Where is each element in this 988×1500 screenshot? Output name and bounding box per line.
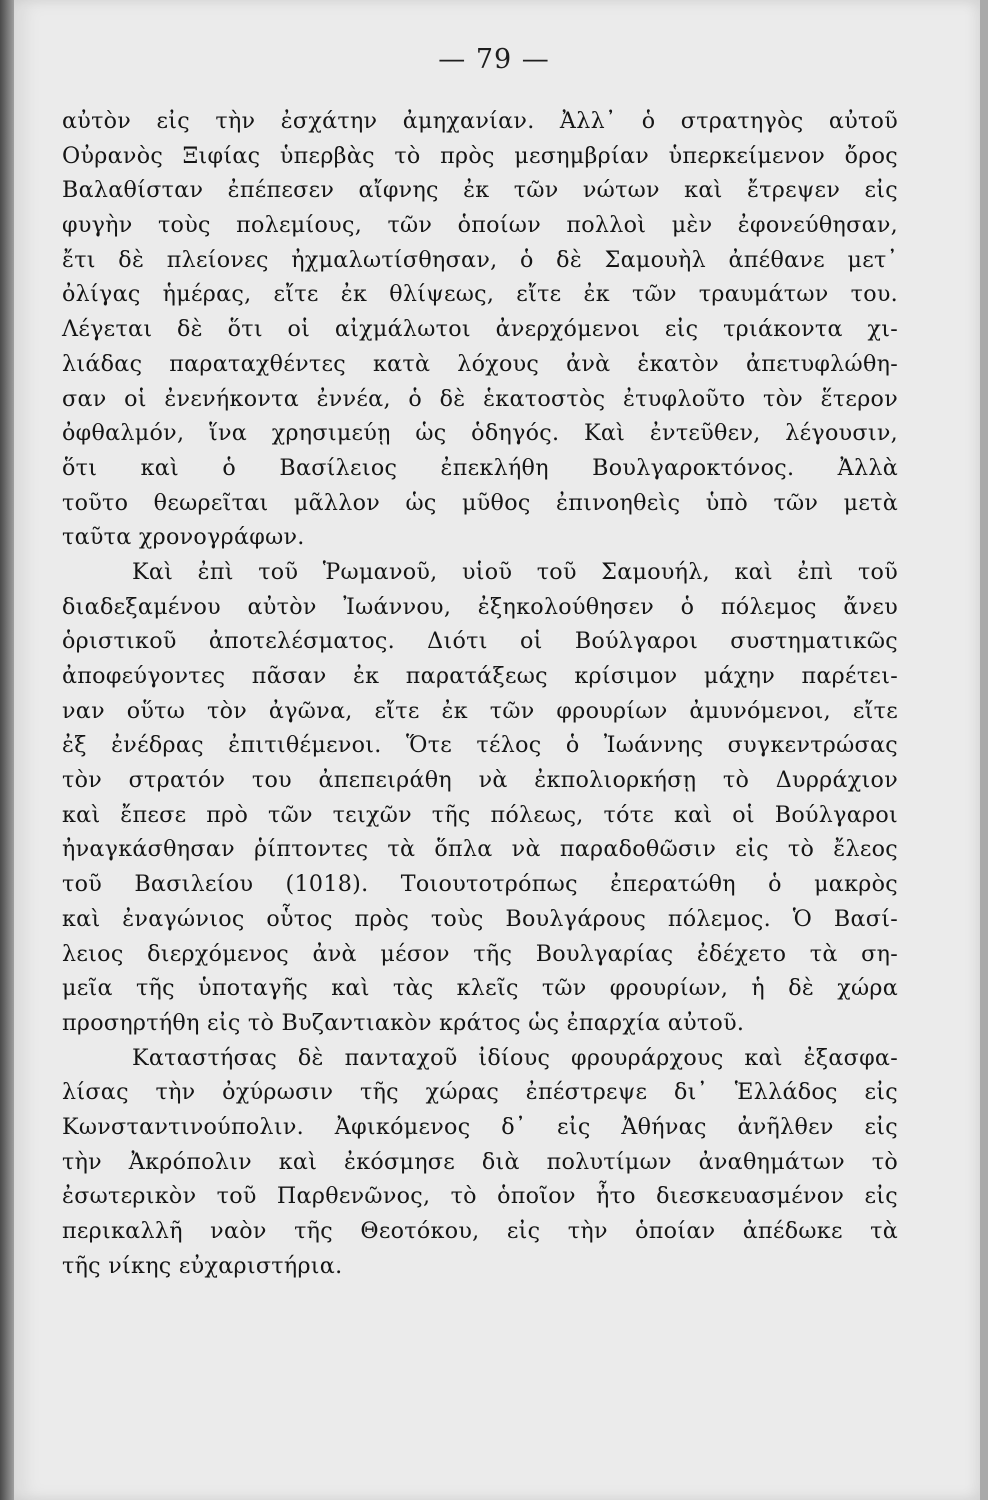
text-line: αὐτὸν εἰς τὴν ἐσχάτην ἀμηχανίαν. Ἀλλ᾿ ὁ στρατηγὸς αὐτοῦ — [62, 108, 898, 134]
text-line: καὶ ἐναγώνιος οὗτος πρὸς τοὺς Βουλγάρους πόλεμος. Ὁ Βασί- — [62, 905, 898, 932]
text-line: Βαλαθίσταν ἐπέπεσεν αἴφνης ἐκ τῶν νώτων καὶ ἔτρεψεν εἰς — [62, 177, 898, 204]
body-text — [62, 104, 898, 1283]
text-line: ὀφθαλμόν, ἵνα χρησιμεύῃ ὡς ὁδηγός. Καὶ ἐντεῦθεν, λέγουσιν, — [62, 420, 898, 447]
text-line: τὸν στρατόν του ἀπεπειράθη νὰ ἐκπολιορκήσῃ τὸ Δυρράχιον — [62, 767, 898, 794]
text-line: τοῦτο θεωρεῖται μᾶλλον ὡς μῦθος ἐπινοηθεὶς ὑπὸ τῶν μετὰ — [62, 489, 898, 516]
text-line: ὀλίγας ἡμέρας, εἴτε ἐκ θλίψεως, εἴτε ἐκ τῶν τραυμάτων του. — [62, 281, 898, 308]
text-line: ὁριστικοῦ ἀποτελέσματος. Διότι οἱ Βούλγαροι συστηματικῶς — [62, 628, 898, 655]
text-line: ὅτι καὶ ὁ Βασίλειος ἐπεκλήθη Βουλγαροκτόνος. Ἀλλὰ — [62, 454, 898, 481]
text-line: λειος διερχόμενος ἀνὰ μέσον τῆς Βουλγαρίας ἐδέχετο τὰ ση- — [62, 940, 898, 967]
page-number: — 79 — — [438, 44, 550, 75]
text-line: ταῦτα χρονογράφων. — [62, 524, 305, 551]
text-line: μεῖα τῆς ὑποταγῆς καὶ τὰς κλεῖς τῶν φρουρίων, ἡ δὲ χώρα — [62, 975, 898, 1002]
text-line: ἔτι δὲ πλείονες ἠχμαλωτίσθησαν, ὁ δὲ Σαμουὴλ ἀπέθανε μετ᾿ — [62, 246, 898, 273]
text-line: τοῦ Βασιλείου (1018). Τοιουτοτρόπως ἐπερατώθη ὁ μακρὸς — [62, 871, 898, 898]
text-line: καὶ ἔπεσε πρὸ τῶν τειχῶν τῆς πόλεως, τότε καὶ οἱ Βούλγαροι — [62, 801, 898, 828]
text-line: ἀποφεύγοντες πᾶσαν ἐκ παρατάξεως κρίσιμον μάχην παρέτει- — [62, 663, 898, 689]
text-line: λίσας τὴν ὀχύρωσιν τῆς χώρας ἐπέστρεψε δι᾿ Ἑλλάδος εἰς — [62, 1079, 898, 1106]
text-line: ἐξ ἐνέδρας ἐπιτιθέμενοι. Ὅτε τέλος ὁ Ἰωάννης συγκεντρώσας — [62, 732, 898, 759]
text-line: Κωνσταντινούπολιν. Ἀφικόμενος δ᾿ εἰς Ἀθήνας ἀνῆλθεν εἰς — [62, 1113, 898, 1140]
text-line: Οὐρανὸς Ξιφίας ὑπερβὰς τὸ πρὸς μεσημβρίαν ὑπερκείμενον ὄρος — [62, 142, 898, 169]
text-line: ἐσωτερικὸν τοῦ Παρθενῶνος, τὸ ὁποῖον ἦτο διεσκευασμένον εἰς — [62, 1183, 898, 1210]
text-line: προσηρτήθη εἰς τὸ Βυζαντιακὸν κράτος ὡς ἐπαρχία αὐτοῦ. — [62, 1009, 745, 1036]
text-line: τὴν Ἀκρόπολιν καὶ ἐκόσμησε διὰ πολυτίμων ἀναθημάτων τὸ — [62, 1148, 898, 1175]
paragraph-start-line: Καὶ ἐπὶ τοῦ Ῥωμανοῦ, υἱοῦ τοῦ Σαμουήλ, καὶ ἐπὶ τοῦ — [132, 558, 898, 585]
text-line: ναν οὕτω τὸν ἀγῶνα, εἴτε ἐκ τῶν φρουρίων ἀμυνόμενοι, εἴτε — [62, 697, 898, 724]
page-binding-edge — [0, 0, 14, 1500]
text-line: λιάδας παραταχθέντες κατὰ λόχους ἀνὰ ἑκατὸν ἀπετυφλώθη- — [62, 350, 898, 377]
text-line: τῆς νίκης εὐχαριστήρια. — [62, 1252, 343, 1279]
text-line: σαν οἱ ἐνενήκοντα ἐννέα, ὁ δὲ ἑκατοστὸς ἐτυφλοῦτο τὸν ἕτερον — [62, 385, 898, 412]
text-line: Λέγεται δὲ ὅτι οἱ αἰχμάλωτοι ἀνερχόμενοι εἰς τριάκοντα χι- — [62, 316, 898, 343]
text-line: διαδεξαμένου αὐτὸν Ἰωάννου, ἐξηκολούθησεν ὁ πόλεμος ἄνευ — [62, 593, 898, 620]
text-line: ἠναγκάσθησαν ῥίπτοντες τὰ ὅπλα νὰ παραδοθῶσιν εἰς τὸ ἔλεος — [62, 836, 898, 863]
text-line: περικαλλῆ ναὸν τῆς Θεοτόκου, εἰς τὴν ὁποίαν ἀπέδωκε τὰ — [62, 1218, 898, 1244]
paragraph-start-line: Καταστήσας δὲ πανταχοῦ ἰδίους φρουράρχους καὶ ἐξασφα- — [132, 1044, 898, 1071]
text-line: φυγὴν τοὺς πολεμίους, τῶν ὁποίων πολλοὶ μὲν ἐφονεύθησαν, — [62, 212, 898, 239]
